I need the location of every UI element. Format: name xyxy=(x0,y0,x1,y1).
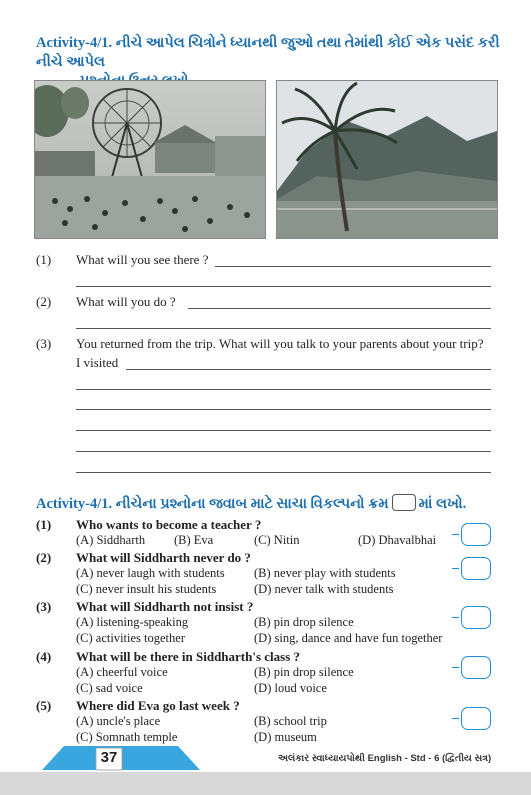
question-2-text: What will you do ? xyxy=(76,294,176,309)
page-number: 37 xyxy=(100,749,118,766)
question-2-number: (2) xyxy=(36,294,52,309)
mcq-1-option-a: (A) Siddharth xyxy=(76,533,146,547)
mcq-2-option-c: (C) never insult his students xyxy=(76,582,217,596)
mcq-3-option-a: (A) listening-speaking xyxy=(76,615,189,629)
activity-heading-2-text: Activity-4/1. નીચેના પ્રશ્નોના જવાબ માટે સાચા વિકલ્પનો ક્રમ xyxy=(36,496,389,512)
mcq-4-question: What will be there in Siddharth's class ? xyxy=(76,649,301,664)
mcq-1-option-c: (C) Nitin xyxy=(254,533,300,547)
mcq-3-option-b: (B) pin drop silence xyxy=(254,615,354,629)
mcq-2-question: What will Siddharth never do ? xyxy=(76,550,251,565)
mcq-2-option-b: (B) never play with students xyxy=(254,566,396,580)
mcq-4-number: (4) xyxy=(36,649,52,664)
mcq-5-question: Where did Eva go last week ? xyxy=(76,698,240,713)
question-3-prompt: I visited xyxy=(76,355,119,370)
mcq-1-question: Who wants to become a teacher ? xyxy=(76,517,262,532)
mcq-3-question: What will Siddharth not insist ? xyxy=(76,599,254,614)
question-1-text: What will you see there ? xyxy=(76,252,209,267)
mcq-2-number: (2) xyxy=(36,550,52,565)
mcq-4-option-c: (C) sad voice xyxy=(76,681,143,695)
mcq-5-number: (5) xyxy=(36,698,52,713)
mcq-4-option-b: (B) pin drop silence xyxy=(254,665,354,679)
activity-heading-2-suffix: માં લખો. xyxy=(418,496,467,512)
mcq-5-option-a: (A) uncle's place xyxy=(76,714,161,728)
mcq-1-number: (1) xyxy=(36,517,52,532)
activity-heading-1-line1: Activity-4/1. નીચે આપેલ ચિત્રોને ધ્યાનથી જુઓ તથા તેમાંથી કોઈ એક પસંદ કરી નીચે આપેલ xyxy=(36,35,500,70)
question-3-text: You returned from the trip. What will you talk to your parents about your trip? xyxy=(76,336,484,351)
mcq-3-option-d: (D) sing, dance and have fun together xyxy=(254,631,443,645)
mcq-4-option-d: (D) loud voice xyxy=(254,681,327,695)
mcq-5-option-c: (C) Somnath temple xyxy=(76,730,178,744)
mcq-1-option-b: (B) Eva xyxy=(174,533,214,547)
mcq-5-option-d: (D) museum xyxy=(254,730,317,744)
mcq-3-number: (3) xyxy=(36,599,52,614)
question-3-number: (3) xyxy=(36,336,52,351)
question-1-number: (1) xyxy=(36,252,52,267)
book-title: અલંકાર સ્વાધ્યાયપોથી English - Std - 6 (દ્વિતીય સત્ર) xyxy=(278,753,492,764)
mcq-2-option-d: (D) never talk with students xyxy=(254,582,394,596)
mcq-4-option-a: (A) cheerful voice xyxy=(76,665,168,679)
mcq-5-option-b: (B) school trip xyxy=(254,714,327,728)
mcq-1-option-d: (D) Dhavalbhai xyxy=(358,533,437,547)
mcq-3-option-c: (C) activities together xyxy=(76,631,185,645)
mcq-2-option-a: (A) never laugh with students xyxy=(76,566,225,580)
